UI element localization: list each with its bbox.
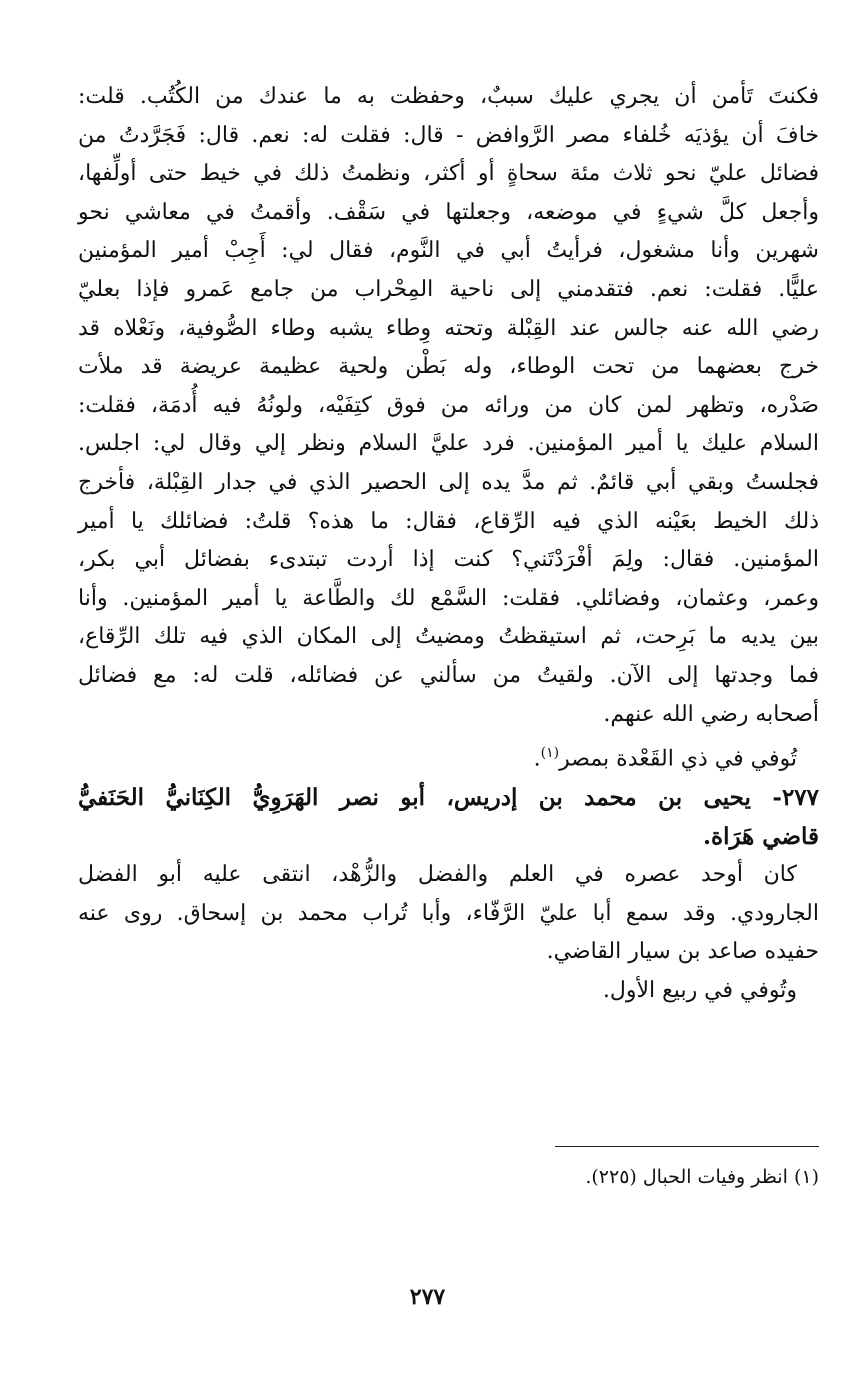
text-line: شهرين وأنا مشغول، فرأيتُ أبي في النَّوم، فقال لي: أَجِبْ أمير المؤمنين xyxy=(78,238,819,264)
text-line: فما وجدتها إلى الآن. ولقيتُ من سألني عن فضائله، قلت له: مع فضائل xyxy=(78,662,819,688)
death-note-end: . xyxy=(533,746,541,772)
text-line: كان أوحد عصره في العلم والفضل والزُّهْد، انتقى عليه أبو الفضل xyxy=(78,862,797,888)
text-line: عليًّا. فقلت: نعم. فتقدمني إلى ناحية المِحْراب من جامع عَمرو فإذا بعليّ xyxy=(78,276,819,302)
text-line: وعمر، وعثمان، وفضائلي. فقلت: السَّمْع لك والطَّاعة يا أمير المؤمنين. وأنا xyxy=(78,585,819,611)
paragraph-1 xyxy=(78,78,819,734)
text-line: رضي الله عنه جالس عند القِبْلة وتحته وِطاء يشبه وطاء الصُّوفية، ونَعْلاه قد xyxy=(78,315,819,341)
footnote-marker: (١) xyxy=(540,745,560,762)
page-number: ٢٧٧ xyxy=(409,1284,446,1310)
text-line: فجلستُ وبقي أبي قائمٌ. ثم مدَّ يده إلى الحصير الذي في جدار القِبْلة، فأخرج xyxy=(78,469,819,495)
text-line: الجارودي. وقد سمع أبا عليّ الرَّفّاء، وأبا تُراب محمد بن إسحاق. روى عنه xyxy=(78,900,819,926)
text-line: وأجعل كلَّ شيءٍ في موضعه، وجعلتها في سَقْف. وأقمتُ في معاشي نحو xyxy=(78,199,819,225)
text-line: خرج بعضهما من تحت الوطاء، وله بَطْن ولحية عظيمة عريضة قد ملأت xyxy=(78,354,819,380)
text-line: فكنتَ تَأمن أن يجري عليك سببٌ، وحفظت به ما عندك من الكُتُب. قلت: xyxy=(78,84,819,109)
death-note-text: تُوفي في ذي القَعْدة بمصر xyxy=(559,746,797,772)
text-line: خافَ أن يؤذيَه خُلفاء مصر الرَّوافض - قال: فقلت له: نعم. قال: فَجَرَّدتُ من xyxy=(78,122,819,148)
death-note-line-2: وتُوفي في ربيع الأول. xyxy=(602,977,797,1003)
biography-heading: ٢٧٧- يحيى بن محمد بن إدريس، أبو نصر الهَرَوِيُّ الكِنَانيُّ الحَنَفيُّ xyxy=(78,784,819,812)
text-line: أصحابه رضي الله عنهم. xyxy=(603,701,819,727)
footnote-divider xyxy=(555,1146,819,1147)
main-text xyxy=(78,78,819,1011)
biography-heading-title: قاضي هَرَاة. xyxy=(703,822,819,850)
text-line: ذلك الخيط بعَيْنه الذي فيه الرِّقاع، فقال: ما هذه؟ قلتُ: فضائلك يا أمير xyxy=(78,508,819,534)
paragraph-2 xyxy=(78,856,819,972)
text-line: فضائل عليّ نحو ثلاث مئة سحاةٍ أو أكثر، ونظمتُ ذلك في خيط حتى أولِّفها، xyxy=(78,161,819,187)
death-note-line xyxy=(78,734,819,779)
text-line: حفيده صاعد بن سيار القاضي. xyxy=(546,939,819,965)
text-line: بين يديه ما بَرِحت، ثم استيقظتُ ومضيتُ إلى المكان الذي فيه تلك الرِّقاع، xyxy=(78,624,819,650)
footnote: (١) انظر وفيات الحبال (٢٢٥). xyxy=(585,1166,819,1188)
text-line: المؤمنين. فقال: ولِمَ أفْرَدْتَني؟ كنت إذا أردت تبتدىء بفضائل أبي بكر، xyxy=(78,547,819,573)
text-line: صَدْره، وتظهر لمن كان من ورائه من فوق كتِفَيْه، ولونُهُ فيه أُدمَة، فقلت: xyxy=(78,392,819,418)
text-line: السلام عليك يا أمير المؤمنين. فرد عليَّ السلام ونظر إلي وقال لي: اجلس. xyxy=(78,431,819,457)
